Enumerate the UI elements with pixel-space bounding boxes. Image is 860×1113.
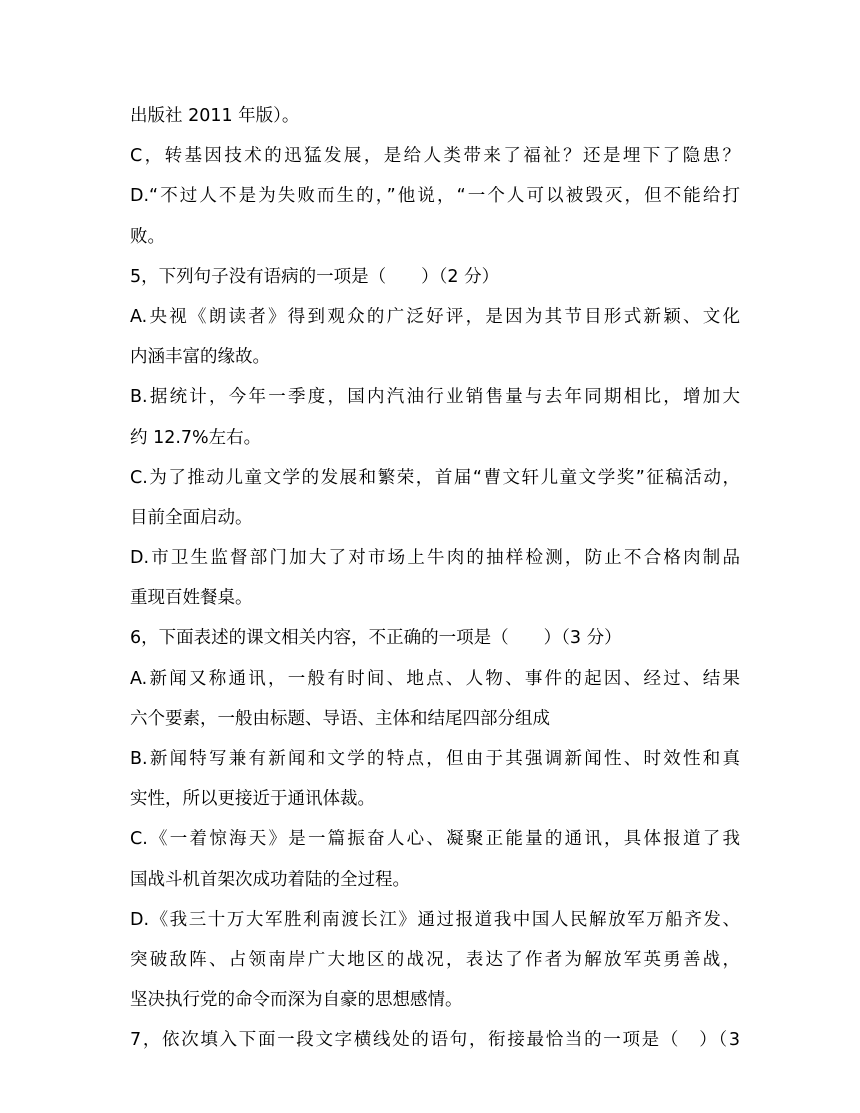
question-6-option-d: D.《我三十万大军胜利南渡长江》通过报道我中国人民解放军万船齐发、 bbox=[130, 909, 740, 930]
question-5-option-c: C.为了推动儿童文学的发展和繁荣，首届“曹文轩儿童文学奖”征稿活动， bbox=[130, 467, 740, 488]
question-6-option-c: C.《一着惊海天》是一篇振奋人心、凝聚正能量的通讯，具体报道了我 bbox=[130, 829, 740, 850]
text-line: 重现百姓餐桌。 bbox=[130, 588, 253, 609]
question-7-stem: 7，依次填入下面一段文字横线处的语句，衔接最恰当的一项是（ ）（3 bbox=[130, 1030, 740, 1051]
option-d-line: D.“不过人不是为失败而生的，”他说，“一个人可以被毁灭，但不能给打 bbox=[130, 186, 740, 207]
question-6-option-b: B.新闻特写兼有新闻和文学的特点，但由于其强调新闻性、时效性和真 bbox=[130, 749, 740, 769]
question-5-option-d: D.市卫生监督部门加大了对市场上牛肉的抽样检测，防止不合格肉制品 bbox=[130, 548, 740, 569]
text-line: 坚决执行党的命令而深为自豪的思想感情。 bbox=[130, 990, 463, 1011]
text-line: 突破敌阵、占领南岸广大地区的战况，表达了作者为解放军英勇善战， bbox=[130, 949, 740, 970]
text-line: 内涵丰富的缘故。 bbox=[130, 347, 270, 368]
question-5-stem: 5，下列句子没有语病的一项是（ ）（2 分） bbox=[130, 266, 500, 287]
text-line: 约 12.7%左右。 bbox=[130, 427, 262, 448]
question-6-stem: 6，下面表述的课文相关内容，不正确的一项是（ ）（3 分） bbox=[130, 628, 622, 649]
text-line: 目前全面启动。 bbox=[130, 507, 253, 528]
text-line: 六个要素，一般由标题、导语、主体和结尾四部分组成 bbox=[130, 708, 550, 729]
text-line: 败。 bbox=[130, 226, 165, 247]
text-line: 实性，所以更接近于通讯体裁。 bbox=[130, 789, 375, 810]
question-5-option-b: B.据统计，今年一季度，国内汽油行业销售量与去年同期相比，增加大 bbox=[130, 387, 740, 408]
text-line: 国战斗机首架次成功着陆的全过程。 bbox=[130, 869, 410, 890]
question-5-option-a: A.央视《朗读者》得到观众的广泛好评，是因为其节目形式新颖、文化 bbox=[130, 306, 740, 327]
question-text-block bbox=[130, 96, 740, 1061]
text-line: 出版社 2011 年版）。 bbox=[130, 106, 300, 126]
option-c-line: C，转基因技术的迅猛发展，是给人类带来了福祉？还是埋下了隐患？ bbox=[130, 146, 740, 167]
question-6-option-a: A.新闻又称通讯，一般有时间、地点、人物、事件的起因、经过、结果 bbox=[130, 668, 740, 689]
